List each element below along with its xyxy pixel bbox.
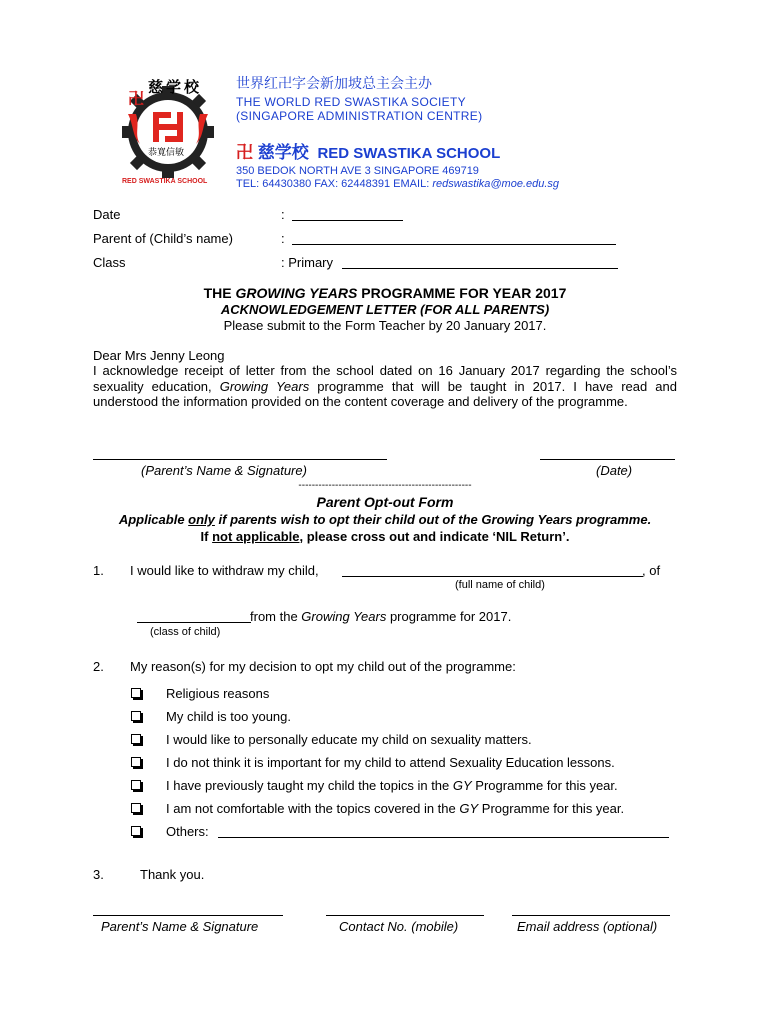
letter-body: [93, 363, 677, 410]
logo-caption: RED SWASTIKA SCHOOL: [122, 178, 208, 185]
from-programme: Growing Years: [301, 609, 387, 624]
option-religious: Religious reasons: [166, 686, 270, 701]
nil-text-a: If: [200, 529, 213, 544]
school-english-name: RED SWASTIKA SCHOOL: [317, 145, 501, 162]
page-subtitle: ACKNOWLEDGEMENT LETTER (FOR ALL PARENTS): [220, 302, 550, 317]
school-contact: [236, 178, 559, 190]
letter-body-programme: Growing Years: [219, 378, 310, 394]
full-name-caption: (full name of child): [455, 579, 545, 591]
applicable-rest: if parents wish to opt their child out of the Growing Years programme.: [214, 512, 652, 527]
letter-date-field[interactable]: [540, 459, 675, 460]
footer-email-field[interactable]: [512, 915, 670, 916]
checkbox-too-young[interactable]: [131, 711, 141, 721]
item2-number: 2.: [93, 659, 104, 674]
footer-signature-label: Parent’s Name & Signature: [101, 919, 259, 934]
nil-not-applicable: not applicable: [212, 529, 300, 544]
checkbox-not-comfortable[interactable]: [131, 803, 141, 813]
contact-numbers: TEL: 64430380 FAX: 62448391 EMAIL:: [236, 178, 433, 190]
opt6-text-b: Programme for this year.: [478, 801, 625, 816]
footer-contact-label: Contact No. (mobile): [339, 919, 459, 934]
item3-text: Thank you.: [140, 867, 205, 882]
class-caption: (class of child): [150, 626, 221, 638]
org-name-line1: THE WORLD RED SWASTIKA SOCIETY: [236, 95, 466, 109]
child-name-field[interactable]: [292, 244, 616, 245]
letter-body-part2: programme that will be taught in 2017. I have read and understood the information provided on the content coverage and delivery of the programme.: [93, 378, 677, 409]
opt5-text-a: I have previously taught my child the topics in the: [166, 778, 453, 793]
school-name-heading: [236, 138, 500, 163]
class-prefix: : Primary: [281, 255, 333, 270]
page-title: [0, 285, 770, 301]
class-field[interactable]: [342, 268, 618, 269]
class-label: Class: [93, 255, 126, 270]
item3-number: 3.: [93, 867, 104, 882]
school-address: 350 BEDOK NORTH AVE 3 SINGAPORE 469719: [236, 165, 479, 177]
opt6-gy: GY: [459, 801, 479, 816]
item1-suffix: , of: [642, 563, 661, 578]
checkbox-religious[interactable]: [131, 688, 141, 698]
opt6-text-a: I am not comfortable with the topics covered in the: [166, 801, 460, 816]
separator-dashes: ----------------------------------------------------: [298, 480, 472, 491]
from-text-b: programme for 2017.: [386, 609, 512, 624]
org-name-line2: (SINGAPORE ADMINISTRATION CENTRE): [236, 109, 483, 123]
optout-applicability: [0, 512, 770, 527]
letter-date-label: (Date): [596, 463, 633, 478]
item1-number: 1.: [93, 563, 104, 578]
checkbox-others[interactable]: [131, 826, 141, 836]
nil-text-b: , please cross out and indicate ‘NIL Return’.: [299, 529, 570, 544]
submit-instruction: Please submit to the Form Teacher by 20 January 2017.: [223, 318, 547, 333]
parent-signature-field[interactable]: [93, 459, 387, 460]
school-symbol: 卍: [236, 143, 253, 162]
item1-from-text: [250, 609, 511, 624]
option-others: Others:: [166, 824, 209, 839]
others-field[interactable]: [218, 837, 669, 838]
child-class-field[interactable]: [137, 622, 251, 623]
date-colon: :: [281, 207, 285, 222]
checkbox-previously-taught[interactable]: [131, 780, 141, 790]
option-personally-educate: I would like to personally educate my child on sexuality matters.: [166, 732, 532, 747]
letter-body-part1: I acknowledge receipt of letter from the school dated on 16 January 2017 regarding the school’s sexuality education,: [93, 363, 677, 394]
parent-signature-label: (Parent’s Name & Signature): [141, 463, 307, 478]
opt5-text-b: Programme for this year.: [471, 778, 618, 793]
school-chinese-name: 慈学校: [257, 143, 309, 162]
option-not-comfortable: [166, 801, 624, 816]
date-label: Date: [93, 207, 121, 222]
title-suffix: PROGRAMME FOR YEAR 2017: [357, 285, 567, 301]
title-programme: GROWING YEARS: [235, 285, 358, 301]
parent-of-label: Parent of (Child’s name): [93, 231, 233, 246]
option-too-young: My child is too young.: [166, 709, 292, 724]
salutation: Dear Mrs Jenny Leong: [93, 348, 225, 363]
footer-contact-field[interactable]: [326, 915, 484, 916]
child-full-name-field[interactable]: [342, 576, 643, 577]
optout-nil-instruction: [0, 529, 770, 544]
checkbox-personally-educate[interactable]: [131, 734, 141, 744]
option-not-important: I do not think it is important for my child to attend Sexuality Education lessons.: [166, 755, 615, 770]
checkbox-not-important[interactable]: [131, 757, 141, 767]
parent-of-colon: :: [281, 231, 285, 246]
option-previously-taught: [166, 778, 618, 793]
footer-email-label: Email address (optional): [517, 919, 658, 934]
from-text-a: from the: [250, 609, 302, 624]
date-field[interactable]: [292, 220, 403, 221]
logo-motto: 恭寬信敏: [148, 147, 185, 157]
title-prefix: THE: [203, 285, 236, 301]
applicable-text: Applicable: [118, 512, 189, 527]
footer-signature-field[interactable]: [93, 915, 283, 916]
org-chinese-name: 世界红卍字会新加坡总主会主办: [236, 75, 432, 91]
optout-heading: Parent Opt-out Form: [316, 494, 454, 510]
logo-chinese-top: 慈学校: [148, 79, 203, 96]
item1-text: I would like to withdraw my child,: [130, 563, 319, 578]
item2-text: My reason(s) for my decision to opt my child out of the programme:: [130, 659, 516, 674]
applicable-only: only: [188, 512, 215, 527]
opt5-gy: GY: [452, 778, 472, 793]
logo-left-symbol: 卍: [128, 91, 145, 108]
school-email: redswastika@moe.edu.sg: [432, 178, 560, 190]
